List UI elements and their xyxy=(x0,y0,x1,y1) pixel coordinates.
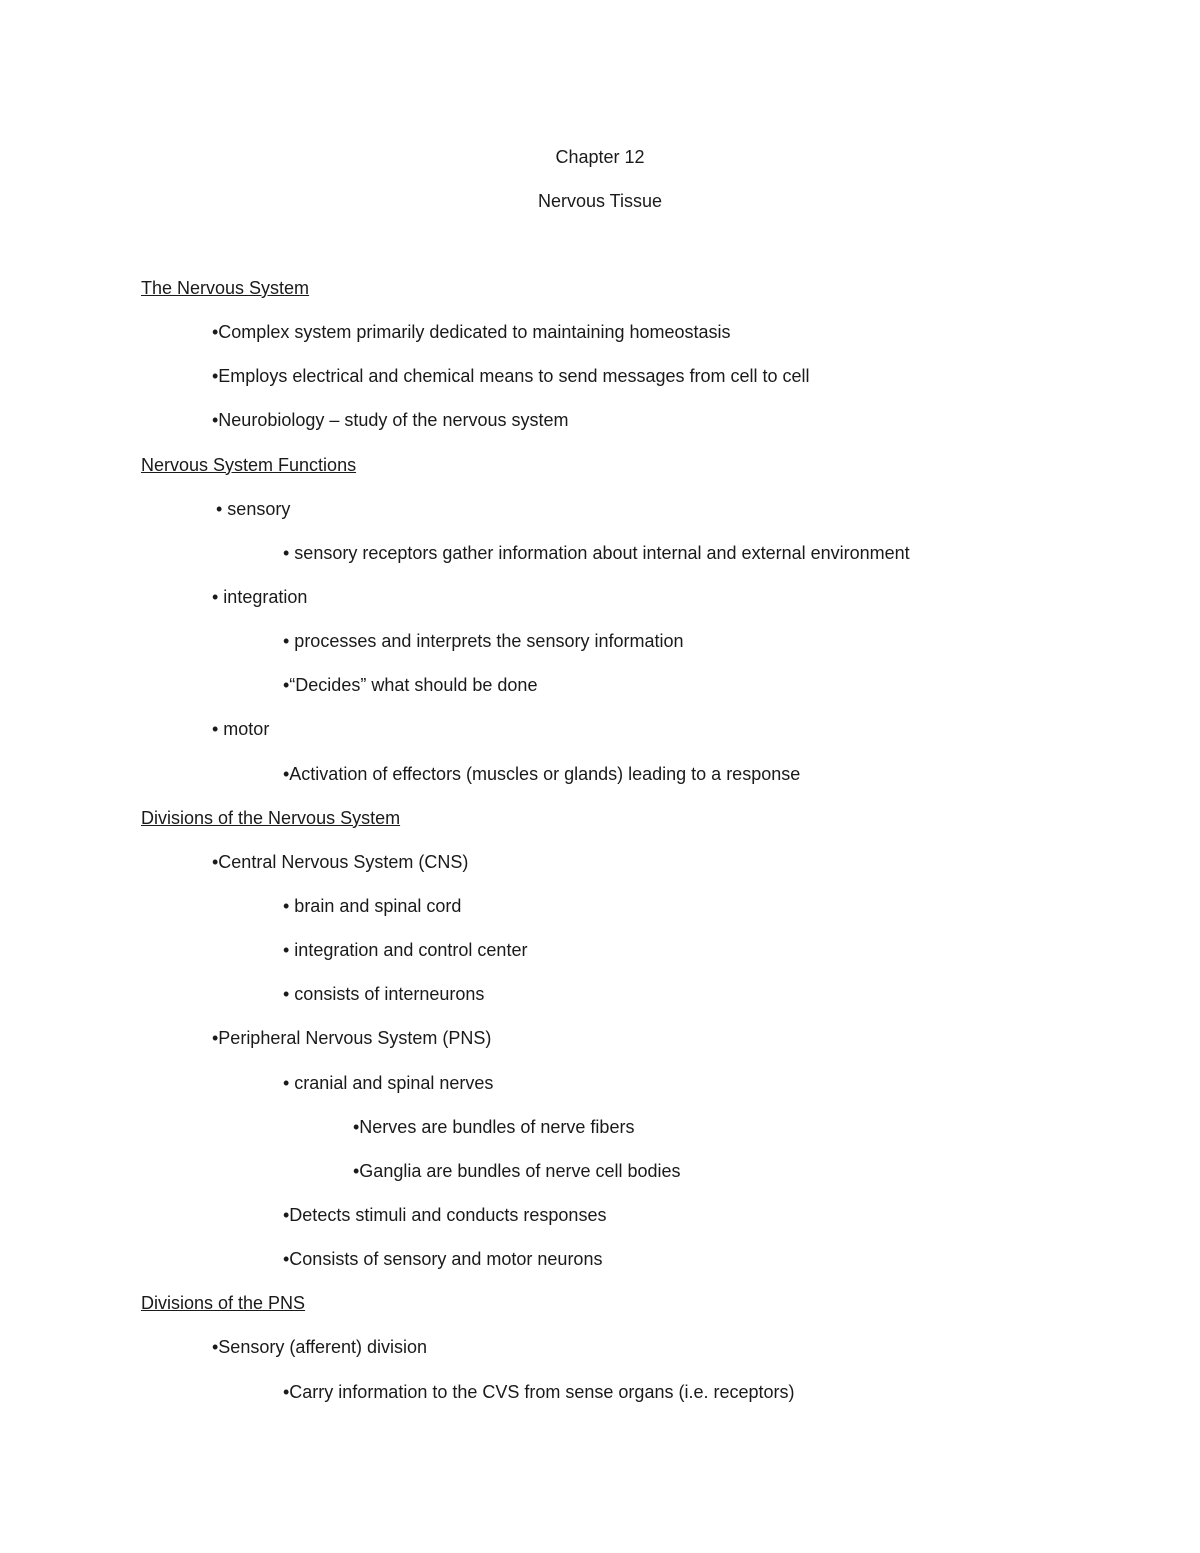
sub-bullet-item: • processes and interprets the sensory information xyxy=(283,631,684,652)
sub-bullet-item: • cranial and spinal nerves xyxy=(283,1072,494,1093)
sub-bullet-item: •Activation of effectors (muscles or glands) leading to a response xyxy=(283,763,801,784)
sub-bullet-item: •Detects stimuli and conducts responses xyxy=(283,1204,607,1225)
bullet-item: •Peripheral Nervous System (PNS) xyxy=(212,1028,492,1049)
bullet-item: • motor xyxy=(212,719,270,740)
bullet-item: •Neurobiology – study of the nervous system xyxy=(212,410,569,431)
sub-bullet-item: • sensory receptors gather information about internal and external environment xyxy=(283,542,910,563)
bullet-item: •Complex system primarily dedicated to maintaining homeostasis xyxy=(212,322,731,343)
section-heading: Divisions of the Nervous System xyxy=(141,807,401,828)
sub-bullet-item: •“Decides” what should be done xyxy=(283,675,538,696)
sub-bullet-item: •Carry information to the CVS from sense organs (i.e. receptors) xyxy=(283,1381,795,1402)
sub-bullet-item: •Consists of sensory and motor neurons xyxy=(283,1249,603,1270)
sub-bullet-item: • integration and control center xyxy=(283,940,528,961)
section-heading: Nervous System Functions xyxy=(141,454,357,475)
sub-bullet-item: • brain and spinal cord xyxy=(283,895,462,916)
section-heading: The Nervous System xyxy=(141,278,310,298)
notes-body xyxy=(0,277,1200,1425)
sub-sub-bullet-item: •Nerves are bundles of nerve fibers xyxy=(353,1116,635,1137)
chapter-title: Chapter 12 xyxy=(555,147,645,167)
bullet-item: •Central Nervous System (CNS) xyxy=(212,851,469,872)
sub-sub-bullet-item: •Ganglia are bundles of nerve cell bodies xyxy=(353,1160,681,1181)
bullet-item: •Sensory (afferent) division xyxy=(212,1337,428,1358)
sub-bullet-item: • consists of interneurons xyxy=(283,984,485,1005)
bullet-item: • integration xyxy=(212,586,308,607)
bullet-item: • sensory xyxy=(216,498,291,519)
chapter-subtitle: Nervous Tissue xyxy=(537,191,663,211)
section-heading: Divisions of the PNS xyxy=(141,1293,306,1314)
bullet-item: •Employs electrical and chemical means to send messages from cell to cell xyxy=(212,366,810,387)
